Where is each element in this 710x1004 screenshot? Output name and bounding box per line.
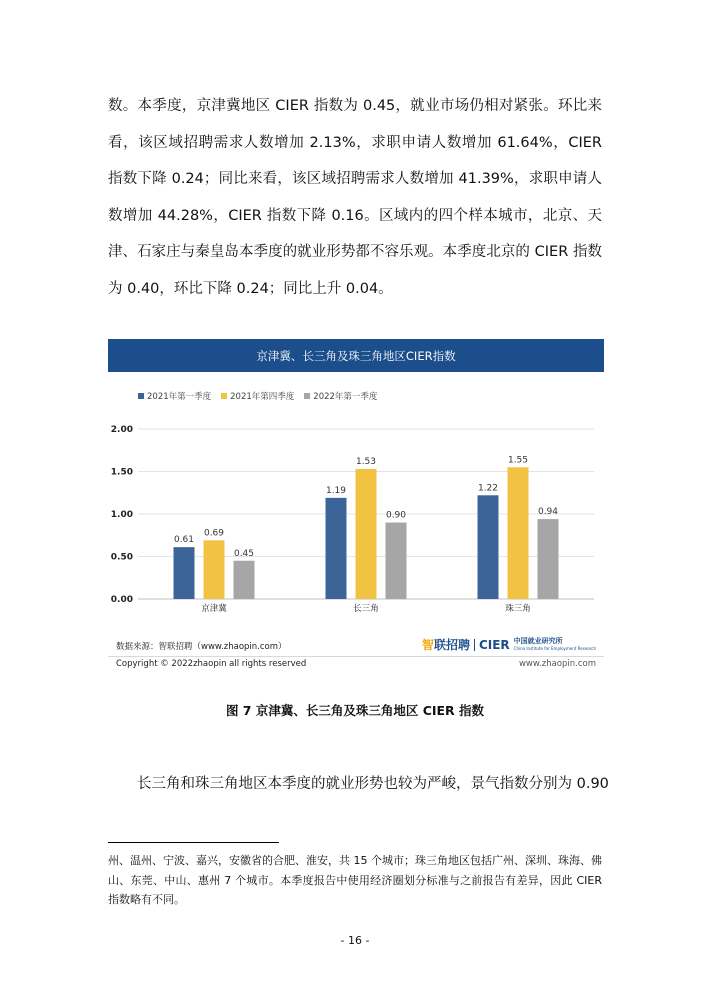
footnote: 州、温州、宁波、嘉兴，安徽省的合肥、淮安，共 15 个城市；珠三角地区包括广州、深圳、珠海、佛山、东莞、中山、惠州 7 个城市。本季度报告中使用经济圈划分标准与之前报告有差异，因此 CIER 指数略有不同。 (108, 854, 602, 906)
legend-swatch-0 (138, 393, 144, 399)
cier-logo-subtitle (514, 638, 596, 652)
zhaopin-logo (422, 636, 470, 653)
y-tick-label-3: 1.50 (110, 467, 133, 478)
cier-chart-figure (108, 339, 604, 673)
x-tick-label-0: 京津冀 (201, 604, 227, 614)
y-tick-label-2: 1.00 (110, 510, 133, 520)
bar-0-2 (234, 561, 255, 599)
chart-header: 京津冀、长三角及珠三角地区CIER指数 (108, 339, 604, 372)
logos (422, 636, 596, 653)
chart-legend (138, 390, 377, 402)
data-label-1-1: 1.53 (355, 456, 377, 467)
legend-label-1: 2021年第四季度 (230, 392, 295, 402)
zhaopin-logo-first-char: 智 (421, 638, 434, 652)
data-label-0-1: 0.69 (203, 528, 225, 539)
figure-footer-divider (108, 656, 604, 657)
data-label-1-2: 0.90 (385, 510, 407, 521)
bar-0-1 (204, 540, 225, 599)
cier-logo: CIER (478, 637, 510, 652)
legend-swatch-1 (221, 393, 227, 399)
cier-logo-en: China Institute for Employment Research (513, 645, 596, 651)
bar-0-0 (174, 547, 195, 599)
legend-label-0: 2021年第一季度 (147, 392, 212, 402)
legend-swatch-2 (304, 393, 310, 399)
data-label-1-0: 1.19 (325, 485, 347, 496)
body-paragraph-2: 长三角和珠三角地区本季度的就业形势也较为严峻，景气指数分别为 0.90 (137, 776, 609, 792)
data-label-0-2: 0.45 (233, 548, 255, 559)
legend-item-1 (221, 390, 294, 402)
bar-chart (108, 409, 604, 634)
bar-2-2 (538, 519, 559, 599)
legend-item-0 (138, 390, 211, 402)
figure-caption: 图 7 京津冀、长三角及珠三角地区 CIER 指数 (225, 703, 485, 718)
y-tick-label-0: 0.00 (110, 595, 133, 605)
logo-separator (474, 639, 475, 651)
copyright-note: Copyright © 2022zhaopin all rights reserved (116, 659, 307, 669)
data-label-2-2: 0.94 (537, 507, 559, 518)
cier-logo-cn: 中国就业研究所 (513, 636, 563, 645)
data-label-2-1: 1.55 (507, 455, 529, 466)
page-number: - 16 - (340, 934, 370, 947)
bar-1-0 (326, 498, 347, 599)
y-tick-label-4: 2.00 (110, 425, 133, 435)
x-tick-label-2: 珠三角 (505, 604, 531, 614)
data-label-0-0: 0.61 (173, 535, 195, 546)
data-source-note: 数据来源：智联招聘（www.zhaopin.com） (116, 642, 287, 652)
website-url: www.zhaopin.com (518, 659, 596, 669)
footnote-divider (108, 842, 279, 843)
bar-2-1 (508, 467, 529, 599)
body-paragraph-1: 数。本季度，京津冀地区 CIER 指数为 0.45，就业市场仍相对紧张。环比来看，该区域招聘需求人数增加 2.13%，求职申请人数增加 61.64%，CIER 指数下降 0.24；同比来看，该区域招聘需求人数增加 41.39%，求职申请人数增加 44.28%，CIER 指数下降 0.16。区域内的四个样本城市，北京、天津、石家庄与秦皇岛本季度的就业形势都不容乐观。本季度北京的 CIER 指数为 0.40，环比下降 0.24；同比上升 0.04。 (108, 98, 602, 297)
data-label-2-0: 1.22 (477, 483, 499, 494)
legend-item-2 (304, 390, 377, 402)
y-tick-label-1: 0.50 (110, 552, 133, 563)
bar-1-1 (356, 469, 377, 599)
bar-2-0 (478, 495, 499, 599)
zhaopin-logo-rest: 联招聘 (433, 638, 470, 652)
legend-label-2: 2022年第一季度 (313, 392, 378, 402)
x-tick-label-1: 长三角 (353, 604, 379, 614)
bar-1-2 (386, 523, 407, 600)
